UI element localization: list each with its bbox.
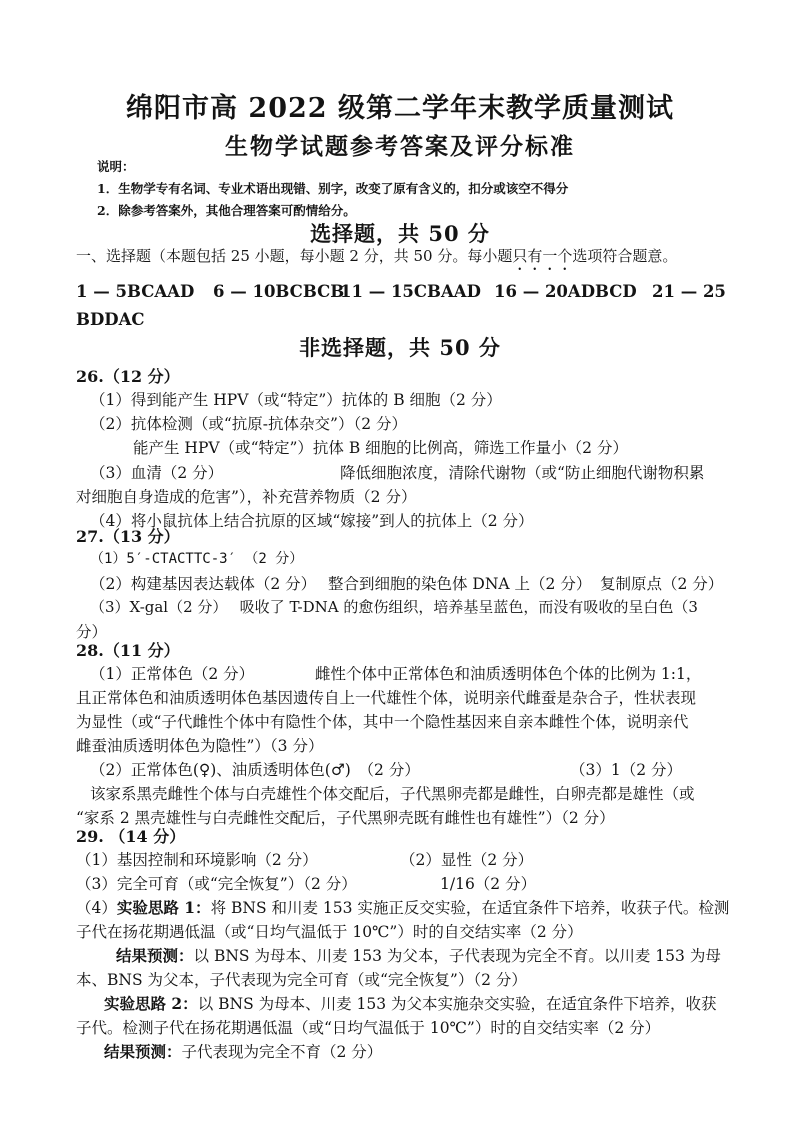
q27-heading: 27.（13 分）	[76, 527, 180, 546]
q28-line-2: 且正常体色和油质透明体色基因遗传自上一代雄性个体，说明亲代雌蚕是杂合子，性状表现	[76, 689, 697, 707]
q29-result-1-label: 结果预测：	[116, 946, 194, 965]
answers-16-20: 16 — 20ADBCD	[494, 282, 637, 301]
q28-heading: 28.（11 分）	[76, 641, 180, 660]
q29-line-8: 子代。检测子代在扬花期遇低温（或“日均气温低于 10℃”）时的自交结实率（2 分）	[76, 1019, 661, 1037]
q28-line-1a: （1）正常体色（2 分）	[90, 665, 255, 683]
choice-intro-text: 一、选择题（本题包括 25 小题，每小题 2 分，共 50 分。每小题	[76, 247, 513, 265]
q29-result-2-label: 结果预测：	[104, 1042, 182, 1061]
q29-line-5	[116, 944, 721, 966]
notes-label: 说明：	[97, 159, 135, 174]
q28-line-6: 该家系黑壳雌性个体与白壳雄性个体交配后，子代黑卵壳都是雌性，白卵壳都是雄性（或	[90, 785, 695, 803]
answers-21-25: BDDAC	[76, 310, 145, 329]
q29-line-1a: （1）基因控制和环境影响（2 分）	[76, 851, 318, 869]
answers-21-25-label: 21 — 25	[652, 282, 726, 301]
q27-line-2b: 整合到细胞的染色体 DNA 上（2 分）	[328, 575, 592, 593]
q29-idea-1-label: 实验思路 1：	[116, 898, 211, 917]
choice-intro	[76, 245, 677, 274]
q27-line-2a: （2）构建基因表达载体（2 分）	[90, 575, 317, 593]
q26-line-6: （4）将小鼠抗体上结合抗原的区域“嫁接”到人的抗体上（2 分）	[90, 512, 534, 530]
q29-line-3-prefix: （4）	[76, 899, 117, 917]
q29-line-5-text: 以 BNS 为母本、川麦 153 为父本，子代表现为完全不育。以川麦 153 为母	[193, 947, 721, 965]
q29-line-7	[104, 992, 717, 1014]
q28-line-3: 为显性（或“子代雌性个体中有隐性个体，其中一个隐性基因来自亲本雌性个体，说明亲代	[76, 713, 689, 731]
q26-line-4b: 降低细胞浓度，清除代谢物（或“防止细胞代谢物积累	[340, 464, 705, 482]
q28-line-7: “家系 2 黑壳雄性与白壳雌性交配后，子代黑卵壳既有雌性也有雄性”）（2 分）	[76, 809, 615, 827]
q26-line-1: （1）得到能产生 HPV（或“特定”）抗体的 B 细胞（2 分）	[90, 391, 502, 409]
document-title: 绵阳市高 2022 级第二学年末教学质量测试	[126, 93, 674, 124]
q29-line-3	[76, 896, 729, 918]
q28-line-5b: （3）1（2 分）	[570, 761, 683, 779]
q27-line-3: （3）X-gal（2 分） 吸收了 T-DNA 的愈伤组织，培养基呈蓝色，而没有吸收的呈白色（3	[90, 598, 698, 616]
q26-line-3: 能产生 HPV（或“特定”）抗体 B 细胞的比例高，筛选工作量小（2 分）	[133, 439, 628, 457]
choice-intro-emphasis: 只有一个	[512, 247, 573, 265]
q29-idea-2-label: 实验思路 2：	[104, 994, 198, 1013]
answers-6-10: 6 — 10BCBCB	[213, 282, 345, 301]
choice-intro-text-end: 选项符合题意。	[572, 247, 678, 265]
q26-line-4a: （3）血清（2 分）	[90, 464, 224, 482]
q26-line-5: 对细胞自身造成的危害”），补充营养物质（2 分）	[76, 488, 417, 506]
nonchoice-section-heading: 非选择题，共 50 分	[299, 335, 501, 360]
q29-line-4: 子代在扬花期遇低温（或“日均气温低于 10℃”）时的自交结实率（2 分）	[76, 923, 583, 941]
q29-line-2a: （3）完全可育（或“完全恢复”）（2 分）	[76, 875, 357, 893]
q27-line-1: （1）5′-CTACTTC-3′ （2 分）	[90, 551, 304, 567]
note-item-1: 1．生物学专有名词、专业术语出现错、别字，改变了原有含义的，扣分或该空不得分	[97, 181, 569, 196]
q28-line-5a: （2）正常体色(♀)、油质透明体色(♂) （2 分）	[90, 761, 420, 779]
answers-1-5: 1 — 5BCAAD	[76, 282, 195, 301]
q29-line-1b: （2）显性（2 分）	[400, 851, 534, 869]
q29-line-6: 本、BNS 为父本，子代表现为完全可育（或“完全恢复”）（2 分）	[76, 971, 527, 989]
choice-section-heading: 选择题，共 50 分	[310, 221, 490, 246]
q29-line-9	[104, 1040, 382, 1062]
q28-line-4: 雌蚕油质透明体色为隐性”）（3 分）	[76, 737, 324, 755]
q29-heading: 29. （14 分）	[76, 827, 186, 846]
q26-line-2: （2）抗体检测（或“抗原-抗体杂交”）（2 分）	[90, 415, 407, 433]
q29-line-7-text: 以 BNS 为母本、川麦 153 为父本实施杂交实验，在适宜条件下培养，收获	[197, 995, 717, 1013]
q26-heading: 26.（12 分）	[76, 367, 180, 386]
answers-11-15: 11 — 15CBAAD	[340, 282, 481, 301]
q29-line-2b: 1/16（2 分）	[440, 875, 537, 893]
q27-line-2c: 复制原点（2 分）	[600, 575, 724, 593]
document-subtitle: 生物学试题参考答案及评分标准	[225, 133, 575, 160]
note-item-2: 2．除参考答案外，其他合理答案可酌情给分。	[97, 203, 356, 218]
q29-line-3-text: 将 BNS 和川麦 153 实施正反交实验，在适宜条件下培养，收获子代。检测	[210, 899, 730, 917]
q27-line-4: 分）	[76, 623, 108, 641]
q29-line-9-text: 子代表现为完全不育（2 分）	[181, 1043, 383, 1061]
q28-line-1b: 雌性个体中正常体色和油质透明体色个体的比例为 1:1，	[315, 665, 702, 683]
